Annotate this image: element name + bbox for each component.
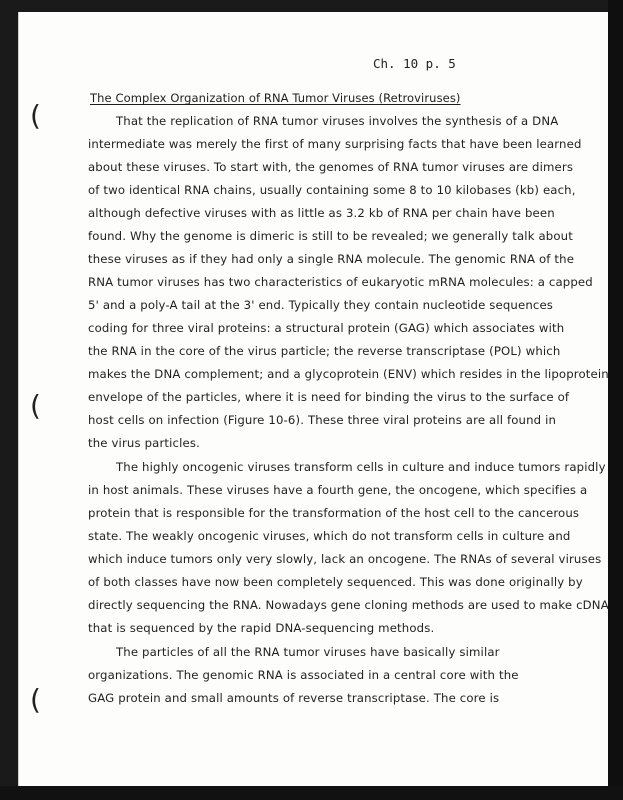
- text-line: the virus particles.: [88, 436, 200, 450]
- text-line: directly sequencing the RNA. Nowadays gene cloning methods are used to make cDNA: [88, 598, 609, 612]
- text-line: GAG protein and small amounts of reverse transcriptase. The core is: [88, 691, 500, 705]
- page-reference: Ch. 10 p. 5: [373, 56, 456, 71]
- scan-border-right: [608, 0, 623, 800]
- text-line: intermediate was merely the first of many surprising facts that have been learned: [88, 137, 582, 151]
- text-line: state. The weakly oncogenic viruses, which do not transform cells in culture and: [88, 529, 571, 543]
- text-line: the RNA in the core of the virus particle; the reverse transcriptase (POL) which: [88, 344, 561, 358]
- text-line: 5' and a poly-A tail at the 3' end. Typically they contain nucleotide sequences: [88, 298, 554, 312]
- text-line: that is sequenced by the rapid DNA-sequencing methods.: [88, 621, 435, 635]
- punch-hole-mark-top: (: [30, 99, 41, 132]
- text-line: RNA tumor viruses has two characteristics of eukaryotic mRNA molecules: a capped: [88, 275, 593, 289]
- text-line: which induce tumors only very slowly, lack an oncogene. The RNAs of several viruses: [88, 552, 602, 566]
- section-title: The Complex Organization of RNA Tumor Viruses (Retroviruses): [90, 91, 461, 105]
- punch-hole-mark-bottom: (: [30, 683, 41, 716]
- text-line: of both classes have now been completely sequenced. This was done originally by: [88, 575, 583, 589]
- text-line: That the replication of RNA tumor viruses involves the synthesis of a DNA: [116, 114, 559, 128]
- punch-hole-mark-middle: (: [30, 389, 41, 422]
- text-line: coding for three viral proteins: a structural protein (GAG) which associates with: [88, 321, 565, 335]
- text-line: these viruses as if they had only a single RNA molecule. The genomic RNA of the: [88, 252, 575, 266]
- text-line: The highly oncogenic viruses transform cells in culture and induce tumors rapidly: [116, 460, 606, 474]
- text-line: although defective viruses with as little as 3.2 kb of RNA per chain have been: [88, 206, 555, 220]
- text-line: in host animals. These viruses have a fourth gene, the oncogene, which specifies a: [88, 483, 588, 497]
- text-line: of two identical RNA chains, usually containing some 8 to 10 kilobases (kb) each,: [88, 183, 576, 197]
- text-line: organizations. The genomic RNA is associated in a central core with the: [88, 668, 519, 682]
- text-line: about these viruses. To start with, the genomes of RNA tumor viruses are dimers: [88, 160, 574, 174]
- text-line: envelope of the particles, where it is need for binding the virus to the surface of: [88, 390, 570, 404]
- text-line: The particles of all the RNA tumor viruses have basically similar: [116, 645, 500, 659]
- text-line: protein that is responsible for the transformation of the host cell to the cancerous: [88, 506, 580, 520]
- text-line: makes the DNA complement; and a glycoprotein (ENV) which resides in the lipoprotein: [88, 367, 609, 381]
- text-line: host cells on infection (Figure 10-6). These three viral proteins are all found in: [88, 413, 557, 427]
- text-line: found. Why the genome is dimeric is still to be revealed; we generally talk about: [88, 229, 573, 243]
- scan-border-bottom: [0, 786, 623, 800]
